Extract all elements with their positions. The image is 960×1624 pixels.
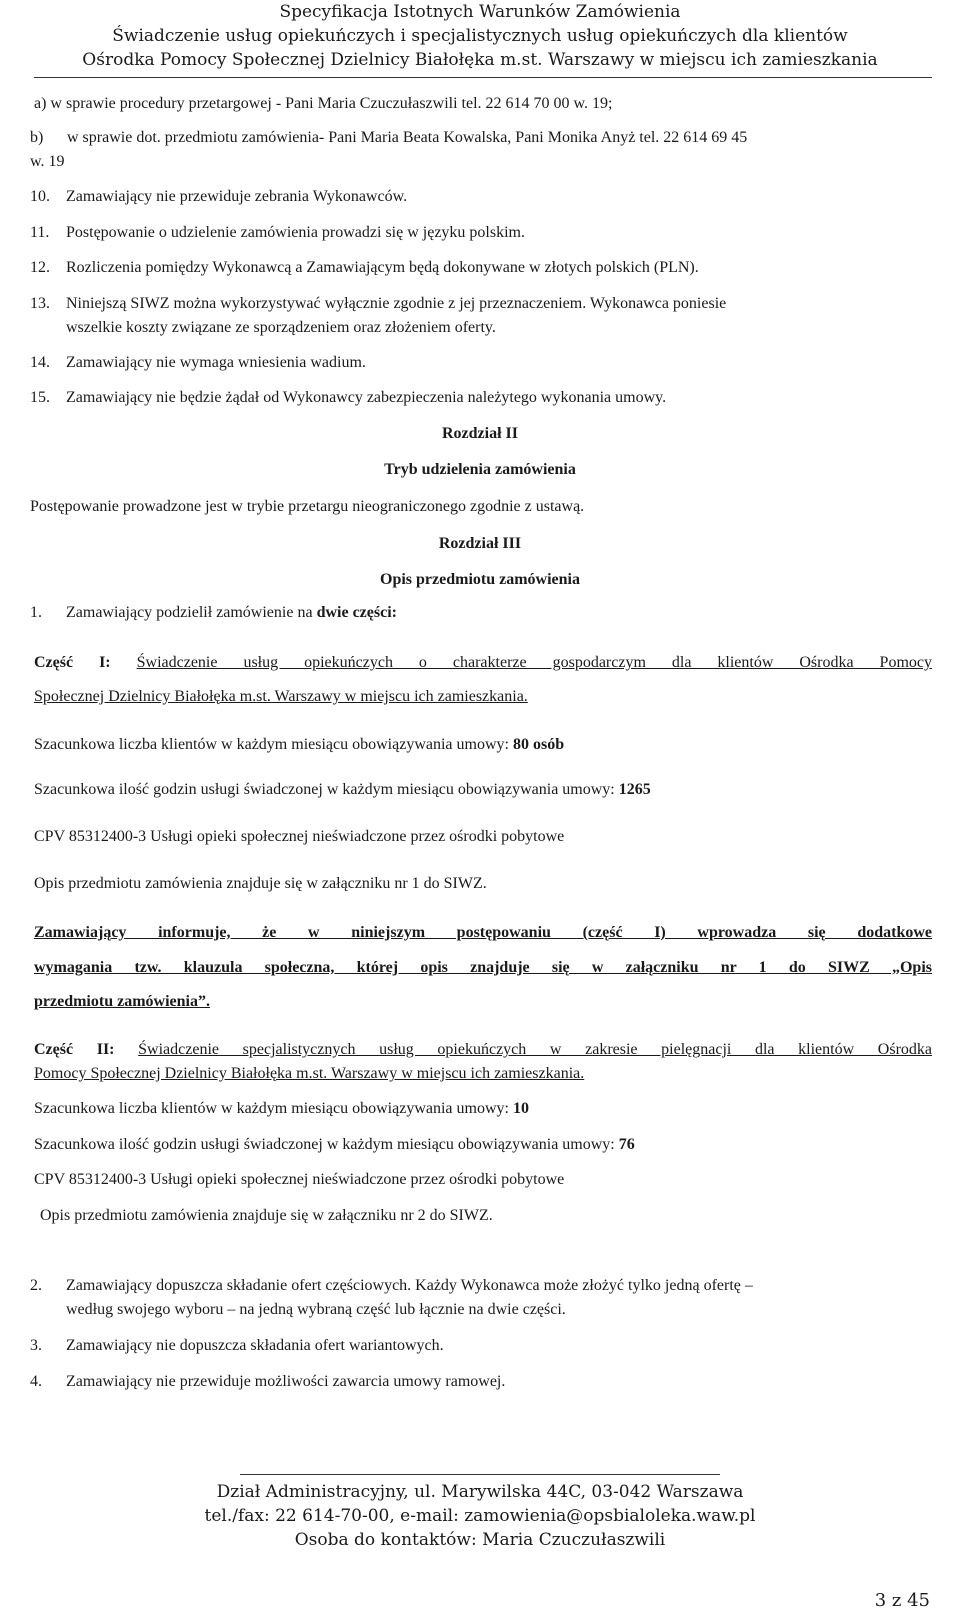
part-2-heading: Część II: Świadczenie specjalistycznych usług opiekuńczych w zakresie pielęgnacji dla klientów Ośrodka xyxy=(34,1041,933,1058)
part-1-heading-cont: Społecznej Dzielnicy Białołęka m.st. Warszawy w miejscu ich zamieszkania. xyxy=(34,688,528,705)
header-subtitle-line2: Ośrodka Pomocy Społecznej Dzielnicy Białołęka m.st. Warszawy w miejscu ich zamieszkania xyxy=(82,50,878,70)
contact-b-line1: w sprawie dot. przedmiotu zamówienia- Pani Maria Beata Kowalska, Pani Monika Anyż tel. 22 614 69 45 xyxy=(67,129,748,146)
list-item-13-cont: wszelkie koszty związane ze sporządzeniem oraz złożeniem oferty. xyxy=(66,319,496,336)
chapter-2-title: Rozdział II xyxy=(442,425,518,442)
part-2-hours: Szacunkowa ilość godzin usługi świadczonej w każdym miesiącu obowiązywania umowy: 76 xyxy=(34,1136,635,1153)
header-title: Specyfikacja Istotnych Warunków Zamówienia xyxy=(279,2,681,22)
footer-contact: tel./fax: 22 614-70-00, e-mail: zamowienia@opsbialoleka.waw.pl xyxy=(204,1506,756,1526)
chapter-2-body: Postępowanie prowadzone jest w trybie przetargu nieograniczonego zgodnie z ustawą. xyxy=(30,498,585,515)
list-item-11: 11. Postępowanie o udzielenie zamówienia prowadzi się w języku polskim. xyxy=(30,224,525,241)
point-3: 3. Zamawiający nie dopuszcza składania ofert wariantowych. xyxy=(30,1337,444,1354)
part-2-cpv: CPV 85312400-3 Usługi opieki społecznej nieświadczone przez ośrodki pobytowe xyxy=(34,1171,565,1188)
contact-b-label: b) xyxy=(30,129,44,146)
list-item-14: 14. Zamawiający nie wymaga wniesienia wadium. xyxy=(30,354,366,371)
page-header xyxy=(0,0,960,72)
part-1-clients: Szacunkowa liczba klientów w każdym miesiącu obowiązywania umowy: 80 osób xyxy=(34,736,565,753)
chapter-3-title: Rozdział III xyxy=(438,535,522,552)
page-number: 3 z 45 xyxy=(874,1590,930,1611)
list-item-13: 13. Niniejszą SIWZ można wykorzystywać wyłącznie zgodnie z jej przeznaczeniem. Wykonawca poniesie xyxy=(30,295,727,312)
footer-address: Dział Administracyjny, ul. Marywilska 44C, 03-042 Warszawa xyxy=(216,1482,744,1502)
header-divider xyxy=(34,77,932,78)
social-clause-notice-line1: Zamawiający informuje, że w niniejszym postępowaniu (część I) wprowadza się dodatkowe xyxy=(34,924,932,941)
chapter-3-subtitle: Opis przedmiotu zamówienia xyxy=(380,571,580,588)
part-2-clients: Szacunkowa liczba klientów w każdym miesiącu obowiązywania umowy: 10 xyxy=(34,1100,529,1117)
part-1-description: Opis przedmiotu zamówienia znajduje się w załączniku nr 1 do SIWZ. xyxy=(34,875,487,892)
part-1-cpv: CPV 85312400-3 Usługi opieki społecznej nieświadczone przez ośrodki pobytowe xyxy=(34,828,565,845)
part-1-hours: Szacunkowa ilość godzin usługi świadczonej w każdym miesiącu obowiązywania umowy: 1265 xyxy=(34,781,651,798)
part-1-heading: Część I: Świadczenie usług opiekuńczych o charakterze gospodarczym dla klientów Ośrodka Pomocy xyxy=(34,654,933,671)
part-2-heading-cont: Pomocy Społecznej Dzielnicy Białołęka m.st. Warszawy w miejscu ich zamieszkania. xyxy=(34,1065,585,1082)
list-item-12: 12. Rozliczenia pomiędzy Wykonawcą a Zamawiającym będą dokonywane w złotych polskich (PLN). xyxy=(30,259,699,276)
point-4: 4. Zamawiający nie przewiduje możliwości zawarcia umowy ramowej. xyxy=(30,1373,506,1390)
chapter-3-point-1: 1. Zamawiający podzielił zamówienie na dwie części: xyxy=(30,604,397,621)
list-item-15: 15. Zamawiający nie będzie żądał od Wykonawcy zabezpieczenia należytego wykonania umowy. xyxy=(30,389,667,406)
point-2-cont: według swojego wyboru – na jedną wybraną część lub łącznie na dwie części. xyxy=(66,1301,566,1318)
part-2-description: Opis przedmiotu zamówienia znajduje się w załączniku nr 2 do SIWZ. xyxy=(40,1207,493,1224)
point-2: 2. Zamawiający dopuszcza składanie ofert częściowych. Każdy Wykonawca może złożyć tylko jedną ofertę – xyxy=(30,1277,753,1294)
contact-b-line2: w. 19 xyxy=(30,153,65,170)
footer-divider xyxy=(240,1474,720,1475)
contact-a: a) w sprawie procedury przetargowej - Pani Maria Czuczułaszwili tel. 22 614 70 00 w. 19; xyxy=(34,95,613,112)
footer-person: Osoba do kontaktów: Maria Czuczułaszwili xyxy=(294,1530,666,1550)
list-item-10: 10. Zamawiający nie przewiduje zebrania Wykonawców. xyxy=(30,188,408,205)
chapter-2-subtitle: Tryb udzielenia zamówienia xyxy=(384,461,576,478)
social-clause-notice-line3: przedmiotu zamówienia”. xyxy=(34,993,210,1010)
social-clause-notice-line2: wymagania tzw. klauzula społeczna, której opis znajduje się w załączniku nr 1 do SIWZ „Opis xyxy=(34,959,932,976)
header-subtitle-line1: Świadczenie usług opiekuńczych i specjalistycznych usług opiekuńczych dla klientów xyxy=(112,26,848,46)
